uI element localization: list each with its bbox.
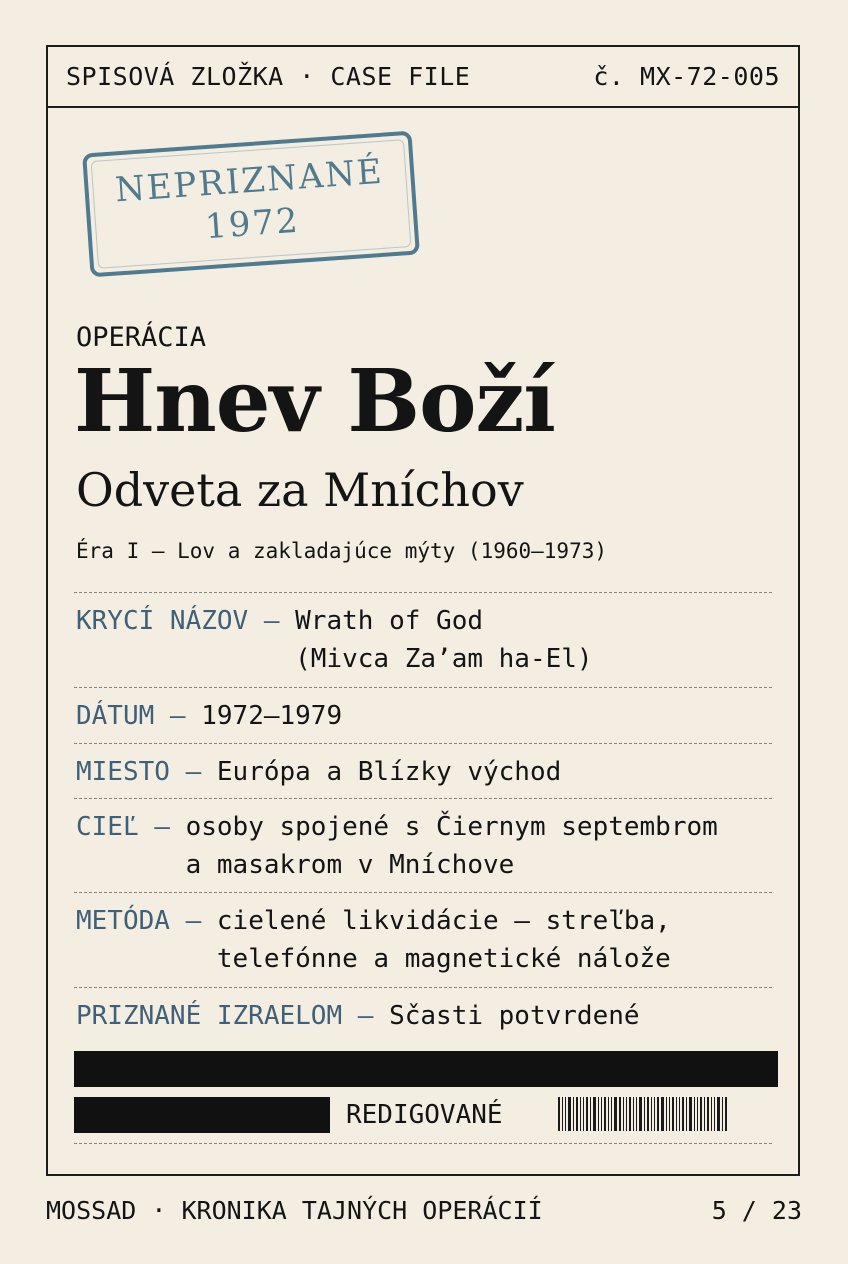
barcode-bar [697,1097,698,1131]
barcode-bar [711,1097,712,1131]
barcode-bar [623,1097,624,1131]
field-key: PRIZNANÉ IZRAELOM — [76,1001,390,1031]
barcode-bar [657,1097,659,1131]
field-key: DÁTUM — [76,701,202,731]
barcode-bar [672,1097,674,1131]
stamp-line-2: 1972 [203,200,301,247]
barcode-bar [604,1097,606,1131]
barcode-bar [583,1097,584,1131]
field-method [76,902,671,978]
barcode-bar [626,1097,627,1131]
field-key: MIESTO — [76,757,217,787]
page-number: 5 / 23 [711,1196,802,1225]
field-value: Sčasti potvrdené [389,1001,640,1031]
barcode-bar [601,1097,602,1131]
field-key: METÓDA — [76,906,217,936]
barcode-bar [558,1097,560,1131]
barcode-bar [676,1097,677,1131]
barcode-bar [644,1097,645,1131]
barcode-bar [669,1097,670,1131]
barcode [558,1097,776,1131]
barcode-bar [666,1097,667,1131]
operation-label: OPERÁCIA [76,322,207,353]
divider [74,592,772,593]
barcode-bar [704,1097,705,1131]
barcode-bar [608,1097,609,1131]
page-subtitle: Odveta za Mníchov [76,463,524,517]
field-value: Wrath of God (Mivca Za’am ha-El) [295,606,593,674]
field-acknowledged [76,997,640,1035]
barcode-bar [651,1097,652,1131]
stamp-line-1: NEPRIZNANÉ [113,151,385,211]
field-date [76,697,342,735]
barcode-bar [636,1097,637,1131]
barcode-bar [580,1097,581,1131]
field-value: Európa a Blízky východ [216,757,562,787]
page-title: Hnev Boží [74,351,555,452]
divider [74,798,772,799]
footer-publication: MOSSAD · KRONIKA TAJNÝCH OPERÁCIÍ [46,1196,543,1225]
file-header [48,47,798,108]
field-place [76,753,561,791]
barcode-bar [629,1097,631,1131]
divider [74,987,772,988]
barcode-bar [661,1097,664,1131]
page-footer [46,1196,802,1225]
divider [74,687,772,688]
barcode-bar [714,1097,715,1131]
barcode-bar [689,1097,692,1131]
barcode-bar [707,1097,709,1131]
barcode-bar [725,1097,727,1131]
barcode-bar [679,1097,680,1131]
barcode-bar [639,1097,642,1131]
barcode-bar [654,1097,655,1131]
field-value: 1972–1979 [201,701,343,731]
era-line: Éra I — Lov a zakladajúce mýty (1960–1973) [76,539,608,563]
field-value: cielené likvidácie — streľba, telefónne a magnetické nálože [216,906,671,974]
unacknowledged-stamp [82,131,420,278]
field-target [76,808,718,884]
barcode-bar [593,1097,596,1131]
barcode-bar [614,1097,617,1131]
barcode-bar [590,1097,591,1131]
barcode-bar [682,1097,684,1131]
barcode-bar [576,1097,578,1131]
barcode-bar [565,1097,566,1131]
barcode-bar [586,1097,588,1131]
barcode-bar [568,1097,571,1131]
barcode-bar [686,1097,687,1131]
barcode-bar [717,1097,720,1131]
barcode-bar [619,1097,621,1131]
file-header-title: SPISOVÁ ZLOŽKA · CASE FILE [66,62,471,91]
barcode-bar [694,1097,695,1131]
file-number: č. MX-72-005 [593,62,780,91]
barcode-bar [647,1097,649,1131]
divider [74,743,772,744]
barcode-bar [633,1097,634,1131]
field-value: osoby spojené s Čiernym septembrom a masakrom v Mníchove [185,812,718,880]
divider [74,892,772,893]
field-key: CIEĽ — [76,812,186,842]
barcode-bar [700,1097,702,1131]
redacted-label: REDIGOVANÉ [346,1100,503,1130]
field-key: KRYCÍ NÁZOV — [76,606,296,636]
case-file-card [46,45,800,1176]
barcode-bar [611,1097,612,1131]
barcode-bar [562,1097,563,1131]
redaction-bar [74,1051,778,1087]
redaction-bar [74,1097,330,1133]
barcode-bar [573,1097,574,1131]
field-code-name [76,602,593,678]
barcode-bar [722,1097,723,1131]
divider [74,1143,772,1144]
barcode-bar [598,1097,599,1131]
